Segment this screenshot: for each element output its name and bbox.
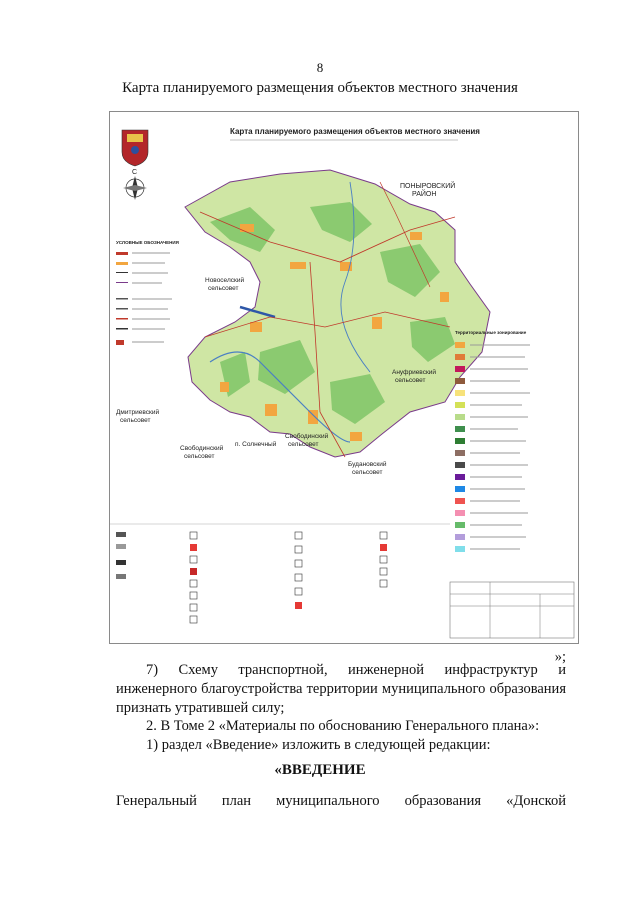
word: «Донской bbox=[506, 793, 566, 809]
word: план bbox=[221, 793, 252, 809]
label-svobodinsky-central: Свободинский сельсовет bbox=[285, 433, 329, 448]
legend-left-title: УСЛОВНЫЕ ОБОЗНАЧЕНИЯ bbox=[116, 240, 179, 245]
word: муниципального bbox=[276, 793, 380, 809]
map-title: Карта планируемого размещения объектов местного значения bbox=[230, 127, 480, 136]
drawing-stamp bbox=[450, 582, 574, 638]
section-heading: «ВВЕДЕНИЕ bbox=[274, 762, 366, 778]
word: Генеральный bbox=[116, 793, 197, 809]
label-budanovsky: Будановский сельсовет bbox=[348, 461, 387, 476]
paragraph-item-7: 7) Схему транспортной, инженерной инфраструктур и инженерного благоустройства территории муниципального образования признать утратившей силу; bbox=[116, 662, 566, 716]
label-ponyri-district: ПОНЫРОВСКИЙ РАЙОН bbox=[400, 183, 456, 198]
label-dmitrievsky: Дмитриевский сельсовет bbox=[116, 409, 160, 424]
compass-icon bbox=[123, 176, 147, 200]
map-figure bbox=[109, 111, 579, 644]
label-anufrievsky: Ануфриевский сельсовет bbox=[392, 369, 437, 384]
paragraph-item-2: 2. В Томе 2 «Материалы по обоснованию Генерального плана»: bbox=[146, 718, 540, 734]
paragraph-general-plan bbox=[116, 793, 566, 810]
label-svobodinsky-west: Свободинский сельсовет bbox=[180, 445, 224, 460]
legend-right-title: Территориальные зонирование bbox=[455, 330, 527, 335]
page-number: 8 bbox=[316, 60, 324, 75]
close-quote: »; bbox=[554, 649, 566, 665]
word: образования bbox=[404, 793, 482, 809]
label-novoselsky: Новоселский сельсовет bbox=[205, 277, 245, 292]
coat-of-arms-icon bbox=[122, 130, 148, 166]
map-caption: Карта планируемого размещения объектов местного значения bbox=[122, 80, 518, 96]
label-solnechny: п. Солнечный bbox=[235, 441, 277, 448]
legend-left bbox=[116, 240, 179, 345]
compass-label: С bbox=[132, 169, 138, 176]
paragraph-item-2-1: 1) раздел «Введение» изложить в следующей редакции: bbox=[146, 737, 491, 753]
legend-bottom bbox=[110, 524, 450, 623]
map-svg bbox=[110, 112, 578, 643]
district-territory bbox=[185, 170, 490, 457]
